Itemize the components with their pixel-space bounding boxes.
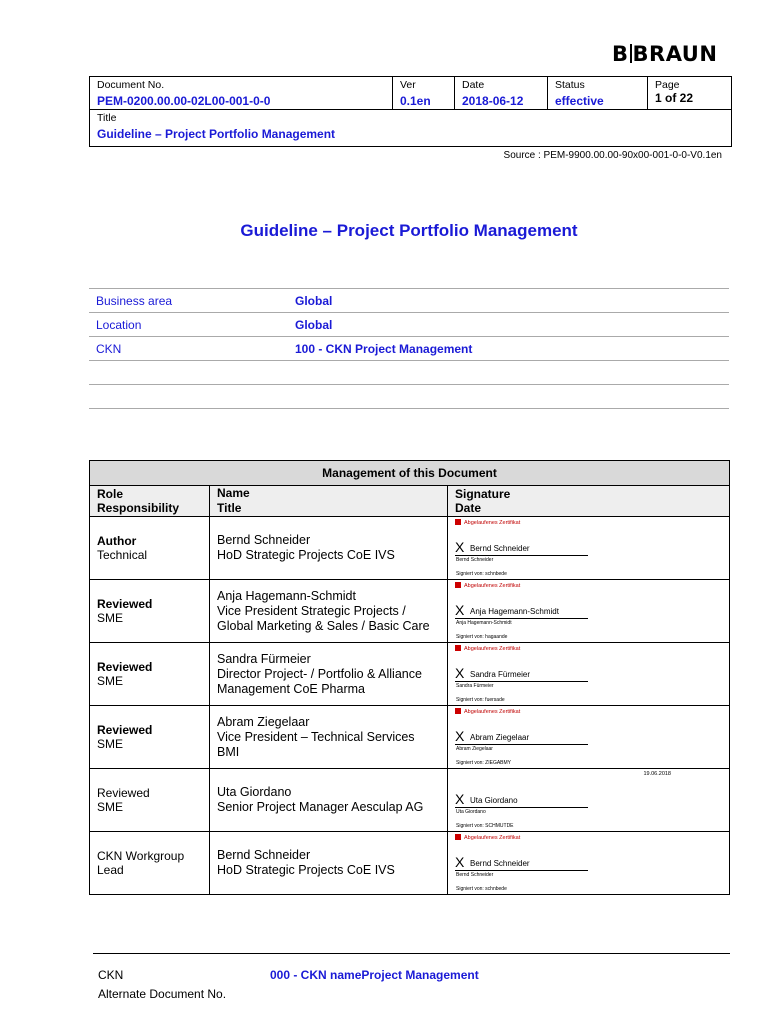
signature-printed-name: Bernd Schneider bbox=[456, 872, 494, 878]
person-title: Senior Project Manager Aesculap AG bbox=[217, 800, 424, 814]
name-cell bbox=[210, 643, 448, 706]
signature-cell bbox=[448, 580, 730, 643]
signed-by: Signiert von: schnbede bbox=[456, 571, 507, 577]
pdf-icon bbox=[455, 834, 461, 840]
meta-row bbox=[89, 385, 729, 409]
signature-printed-name: Sandra Fürmeier bbox=[456, 683, 494, 689]
responsibility-label: SME bbox=[97, 800, 124, 814]
role-cell bbox=[90, 517, 210, 580]
signature-x-icon: X bbox=[455, 665, 465, 681]
document-header-table bbox=[89, 76, 732, 147]
role-cell bbox=[90, 832, 210, 895]
meta-value bbox=[288, 361, 729, 385]
signature-cell bbox=[448, 643, 730, 706]
signature-x-icon: X bbox=[455, 602, 465, 618]
signatory-row bbox=[90, 769, 730, 832]
meta-value: Global bbox=[288, 289, 729, 313]
signed-by: Signiert von: fuersade bbox=[456, 697, 505, 703]
name-cell bbox=[210, 769, 448, 832]
name-cell bbox=[210, 706, 448, 769]
role-label: Reviewed bbox=[97, 597, 153, 611]
expired-certificate-badge: Abgelaufenes Zertifikat bbox=[455, 582, 520, 589]
status-label: Status bbox=[555, 79, 585, 91]
signature-name: Sandra Fürmeier bbox=[470, 670, 531, 679]
signature-printed-name: Abram Ziegelaar bbox=[456, 746, 493, 752]
role-cell bbox=[90, 580, 210, 643]
responsibility-label: SME bbox=[97, 674, 124, 688]
management-table bbox=[89, 460, 730, 895]
signature-line bbox=[455, 555, 588, 556]
version-value: 0.1en bbox=[400, 94, 431, 108]
signature-printed-name: Uta Giordano bbox=[456, 809, 486, 815]
meta-key bbox=[89, 385, 288, 409]
meta-value: 100 - CKN Project Management bbox=[288, 337, 729, 361]
doc-no-cell bbox=[90, 77, 393, 110]
signature-name: Bernd Schneider bbox=[470, 544, 530, 553]
expired-certificate-badge: Abgelaufenes Zertifikat bbox=[455, 708, 520, 715]
person-name: Uta Giordano bbox=[217, 785, 292, 799]
date-cell bbox=[455, 77, 548, 110]
signature-x-icon: X bbox=[455, 791, 465, 807]
expired-certificate-badge: Abgelaufenes Zertifikat bbox=[455, 834, 520, 841]
name-cell bbox=[210, 580, 448, 643]
meta-value: Global bbox=[288, 313, 729, 337]
person-title: HoD Strategic Projects CoE IVS bbox=[217, 863, 395, 877]
person-title: Vice President – Technical Services bbox=[217, 729, 415, 744]
meta-row bbox=[89, 337, 729, 361]
meta-row bbox=[89, 313, 729, 337]
signatory-row bbox=[90, 706, 730, 769]
page-label: Page bbox=[655, 79, 680, 91]
col-signature-header: Signature Date bbox=[448, 486, 730, 517]
signature-cell bbox=[448, 706, 730, 769]
signed-by: Signiert von: ZIEGABMY bbox=[456, 760, 512, 766]
person-name: Bernd Schneider bbox=[217, 848, 311, 862]
pdf-icon bbox=[455, 645, 461, 651]
date-value: 2018-06-12 bbox=[462, 94, 524, 108]
person-name: Sandra Fürmeier bbox=[217, 651, 311, 666]
signature-name: Anja Hagemann-Schmidt bbox=[470, 607, 559, 616]
signed-by: Signiert von: schnbede bbox=[456, 886, 507, 892]
responsibility-label: Lead bbox=[97, 863, 124, 877]
signatory-row bbox=[90, 832, 730, 895]
signature-printed-name: Bernd Schneider bbox=[456, 557, 494, 563]
footer-ckn-value: 000 - CKN nameProject Management bbox=[270, 968, 479, 982]
title-label: Title bbox=[97, 112, 117, 124]
signature-cell bbox=[448, 517, 730, 580]
person-name: Abram Ziegelaar bbox=[217, 714, 310, 729]
footer-alt-doc-label: Alternate Document No. bbox=[98, 987, 227, 1001]
footer-ckn-label: CKN bbox=[98, 968, 124, 982]
version-label: Ver bbox=[400, 79, 416, 91]
date-label: Date bbox=[462, 79, 485, 91]
page-value: 1 of 22 bbox=[655, 91, 694, 105]
name-cell bbox=[210, 832, 448, 895]
meta-value bbox=[288, 385, 729, 409]
role-cell bbox=[90, 769, 210, 832]
signatory-row bbox=[90, 517, 730, 580]
role-cell bbox=[90, 706, 210, 769]
document-meta-table bbox=[89, 288, 729, 409]
signature-cell bbox=[448, 769, 730, 832]
signature-name: Bernd Schneider bbox=[470, 859, 530, 868]
expired-certificate-badge: Abgelaufenes Zertifikat bbox=[455, 519, 520, 526]
responsibility-label: SME bbox=[97, 611, 124, 625]
person-title: Management CoE Pharma bbox=[217, 681, 365, 696]
role-label: Reviewed bbox=[97, 660, 153, 674]
signature-line bbox=[455, 618, 588, 619]
signed-by: Signiert von: SCHMUTDE bbox=[456, 823, 514, 829]
source-reference: Source : PEM-9900.00.00-90x00-001-0-0-V0.1en bbox=[503, 150, 722, 161]
signatory-row bbox=[90, 580, 730, 643]
meta-row bbox=[89, 289, 729, 313]
person-name: Bernd Schneider bbox=[217, 533, 311, 547]
meta-key: CKN bbox=[89, 337, 288, 361]
signature-line bbox=[455, 681, 588, 682]
status-value: effective bbox=[555, 94, 604, 108]
role-label: CKN Workgroup bbox=[97, 849, 185, 863]
meta-row bbox=[89, 361, 729, 385]
responsibility-label: Technical bbox=[97, 548, 148, 562]
pdf-icon bbox=[455, 708, 461, 714]
signature-name: Uta Giordano bbox=[470, 796, 518, 805]
expired-certificate-badge: Abgelaufenes Zertifikat bbox=[455, 645, 520, 652]
signature-x-icon: X bbox=[455, 728, 465, 744]
name-cell bbox=[210, 517, 448, 580]
signature-line bbox=[455, 870, 588, 871]
person-title: Global Marketing & Sales / Basic Care bbox=[217, 618, 430, 633]
responsibility-label: SME bbox=[97, 737, 124, 751]
footer-divider bbox=[93, 953, 730, 954]
role-label: Author bbox=[97, 534, 137, 548]
meta-key bbox=[89, 361, 288, 385]
signed-by: Signiert von: hagaande bbox=[456, 634, 508, 640]
signatory-row bbox=[90, 643, 730, 706]
col-name-header: Name Title bbox=[210, 486, 448, 517]
signature-line bbox=[455, 807, 588, 808]
signature-name: Abram Ziegelaar bbox=[470, 733, 530, 742]
signature-line bbox=[455, 744, 588, 745]
person-title: HoD Strategic Projects CoE IVS bbox=[217, 548, 395, 562]
document-title: Guideline – Project Portfolio Management bbox=[240, 221, 578, 240]
page-cell bbox=[648, 77, 732, 110]
col-role-header: Role Responsibility bbox=[90, 486, 210, 517]
title-value: Guideline – Project Portfolio Management bbox=[97, 127, 336, 141]
signature-x-icon: X bbox=[455, 854, 465, 870]
person-title: Director Project- / Portfolio & Alliance bbox=[217, 666, 422, 681]
signature-date: 19.06.2018 bbox=[643, 771, 671, 777]
version-cell bbox=[393, 77, 455, 110]
person-title: BMI bbox=[217, 744, 240, 759]
signature-x-icon: X bbox=[455, 539, 465, 555]
person-name: Anja Hagemann-Schmidt bbox=[217, 588, 356, 603]
meta-key: Location bbox=[89, 313, 288, 337]
role-label: Reviewed bbox=[97, 723, 153, 737]
pdf-icon bbox=[455, 582, 461, 588]
person-title: Vice President Strategic Projects / bbox=[217, 603, 406, 618]
doc-no-label: Document No. bbox=[97, 79, 165, 91]
bbraun-logo: B BRAUN bbox=[612, 42, 718, 66]
pdf-icon bbox=[455, 519, 461, 525]
management-caption: Management of this Document bbox=[90, 461, 730, 486]
signature-printed-name: Anja Hagemann-Schmidt bbox=[456, 620, 512, 626]
meta-key: Business area bbox=[89, 289, 288, 313]
status-cell bbox=[548, 77, 648, 110]
title-cell bbox=[90, 110, 732, 147]
role-cell bbox=[90, 643, 210, 706]
role-label: Reviewed bbox=[97, 786, 150, 800]
doc-no-value: PEM-0200.00.00-02L00-001-0-0 bbox=[97, 94, 271, 108]
signature-cell bbox=[448, 832, 730, 895]
